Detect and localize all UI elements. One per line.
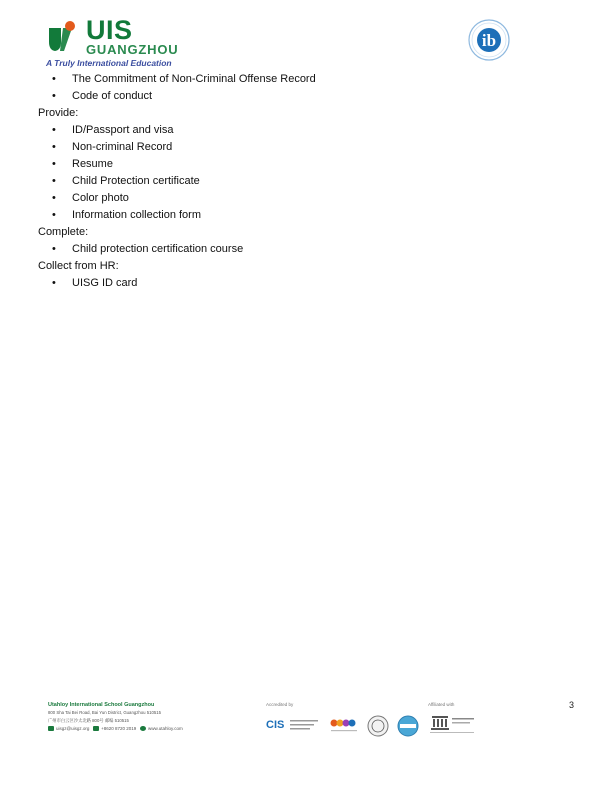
logo-uis-text: UIS <box>86 15 133 45</box>
page-footer <box>48 702 548 742</box>
footer-website[interactable]: www.utahloy.com <box>148 726 183 731</box>
list-item: • Child protection certification course <box>52 243 244 255</box>
list-item: • Information collection form <box>52 209 201 221</box>
list-item: • Code of conduct <box>52 90 153 102</box>
list-item: • UISG ID card <box>52 277 138 289</box>
uis-logo <box>46 15 216 68</box>
list-item: • Non-criminal Record <box>52 141 173 153</box>
top-list <box>38 71 558 105</box>
footer-email[interactable]: uisgz@uisgz.org <box>56 726 90 731</box>
complete-heading: Complete: <box>38 226 89 238</box>
cis-text: CIS <box>266 719 285 731</box>
logo-city-text: GUANGZHOU <box>86 42 179 57</box>
accredited-label: Accredited by <box>266 702 294 707</box>
footer-phone: +8620 8720 2019 <box>101 726 137 731</box>
list-item: • Child Protection certificate <box>52 175 200 187</box>
uis-logo-mark-icon <box>46 20 80 54</box>
list-item: • Color photo <box>52 192 129 204</box>
email-icon <box>48 726 54 731</box>
logo-tagline: A Truly International Education <box>46 58 172 68</box>
affiliated-label: Affiliated with <box>428 702 455 707</box>
list-item: • ID/Passport and visa <box>52 124 174 136</box>
accreditation-badges-icon <box>328 714 424 738</box>
ib-logo-icon <box>462 18 516 62</box>
cis-logo-icon <box>266 715 326 733</box>
document-body <box>38 71 558 292</box>
provide-heading: Provide: <box>38 107 79 119</box>
list-item: • The Commitment of Non-Criminal Offense Record <box>52 73 316 85</box>
footer-school-name: Utahloy International School Guangzhou <box>48 702 155 708</box>
collect-heading: Collect from HR: <box>38 260 119 272</box>
provide-list <box>38 122 558 224</box>
svg-text:ib: ib <box>481 31 497 50</box>
footer-school-info <box>48 702 248 723</box>
unesco-logo-icon <box>428 711 498 737</box>
globe-icon <box>140 726 146 731</box>
footer-address-en: 800 Sha Tai Bei Road, Bai Yun District, Guangzhou 510515 <box>48 710 162 715</box>
page-number: 3 <box>569 700 575 710</box>
collect-list <box>38 275 558 292</box>
phone-icon <box>93 726 99 731</box>
list-item: • Resume <box>52 158 113 170</box>
complete-list <box>38 241 558 258</box>
footer-address-cn: 广州市白云区沙太北路 800号 邮编 510515 <box>48 717 129 723</box>
footer-contact <box>48 726 183 731</box>
